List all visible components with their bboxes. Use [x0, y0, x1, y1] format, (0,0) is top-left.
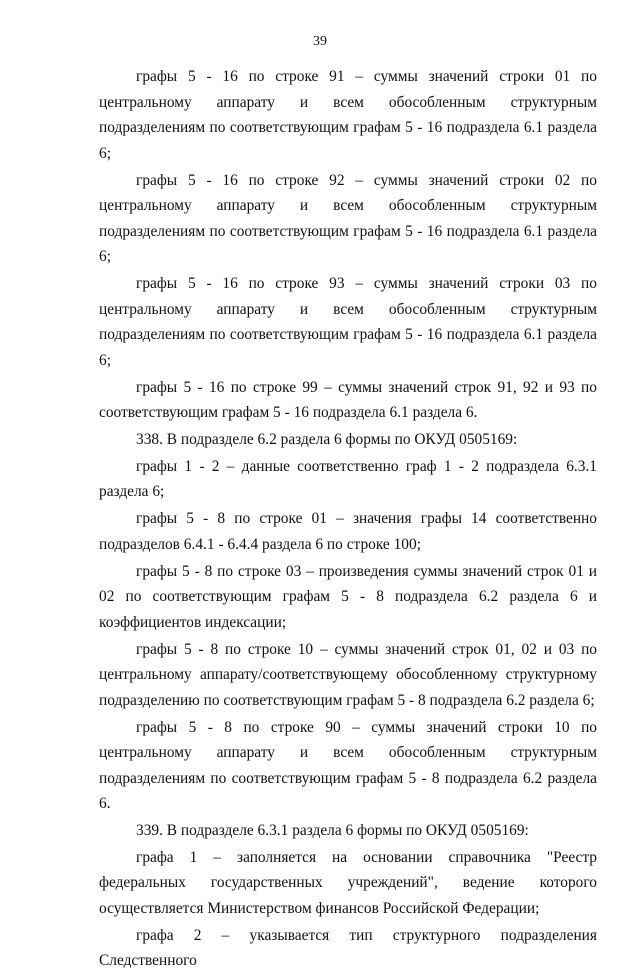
paragraph-row-90: графы 5 - 8 по строке 90 – суммы значений строки 10 по центральному аппарату и всем обособленным структурным подразделениям по соответствующим графам 5 - 8 подраздела 6.2 раздела 6. — [99, 718, 597, 813]
document-body — [99, 64, 597, 974]
section-339-heading: 339. В подразделе 6.3.1 раздела 6 формы по ОКУД 0505169: — [136, 822, 529, 840]
paragraph-rows-92: графы 5 - 16 по строке 92 – суммы значений строки 02 по центральному аппарату и всем обособленным структурным подразделениям по соответствующим графам 5 - 16 подраздела 6.1 раздела 6; — [99, 171, 597, 266]
paragraph-columns-1-2: графы 1 - 2 – данные соответственно граф 1 - 2 подраздела 6.3.1 раздела 6; — [99, 457, 597, 501]
page-number: 39 — [313, 34, 327, 49]
paragraph-rows-99: графы 5 - 16 по строке 99 – суммы значений строк 91, 92 и 93 по соответствующим графам 5 - 16 подраздела 6.1 раздела 6. — [99, 378, 597, 422]
paragraph-rows-93: графы 5 - 16 по строке 93 – суммы значений строки 03 по центральному аппарату и всем обособленным структурным подразделениям по соответствующим графам 5 - 16 подраздела 6.1 раздела 6; — [99, 275, 597, 369]
paragraph-rows-91: графы 5 - 16 по строке 91 – суммы значений строки 01 по центральному аппарату и всем обособленным структурным подразделениям по соответствующим графам 5 - 16 подраздела 6.1 раздела 6; — [99, 68, 597, 162]
paragraph-row-10: графы 5 - 8 по строке 10 – суммы значений строк 01, 02 и 03 по центральному аппарату/соответствующему обособленному структурному подразделению по соответствующим графам 5 - 8 подраздела 6.2 раздела 6; — [99, 640, 597, 709]
section-338-heading: 338. В подразделе 6.2 раздела 6 формы по ОКУД 0505169: — [136, 431, 518, 449]
paragraph-row-03: графы 5 - 8 по строке 03 – произведения суммы значений строк 01 и 02 по соответствующим графам 5 - 8 подраздела 6.2 раздела 6 и коэффициентов индексации; — [99, 562, 597, 631]
paragraph-column-2: графа 2 – указывается тип структурного подразделения Следственного — [99, 926, 597, 970]
paragraph-column-1: графа 1 – заполняется на основании справочника "Реестр федеральных государственных учреждений", ведение которого осуществляется Министерством финансов Российской Федерации; — [99, 848, 597, 918]
paragraph-row-01: графы 5 - 8 по строке 01 – значения графы 14 соответственно подразделов 6.4.1 - 6.4.4 раздела 6 по строке 100; — [99, 510, 597, 553]
